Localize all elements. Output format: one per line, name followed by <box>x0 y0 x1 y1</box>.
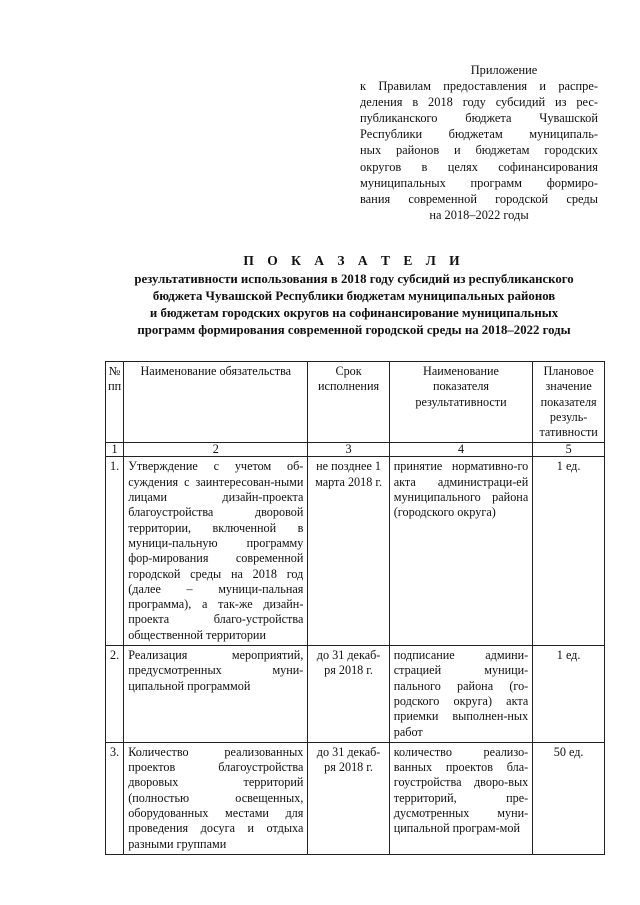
appendix-line: вания современной городской среды <box>360 191 598 206</box>
index-cell: 1 <box>106 443 124 457</box>
row-num: 3. <box>106 742 124 854</box>
appendix-line: ных районов и бюджетам городских <box>360 143 598 158</box>
appendix-line: к Правилам предоставления и распре- <box>360 79 598 94</box>
row-indicator: принятие нормативно-го акта администраци-ей муниципального района (городского округа) <box>389 457 532 646</box>
row-num: 1. <box>106 457 124 646</box>
index-cell: 2 <box>124 443 308 457</box>
row-num: 2. <box>106 646 124 743</box>
header-num: № пп <box>106 362 124 443</box>
row-name: Реализация мероприятий, предусмотренных муни-ципальной программой <box>124 646 308 743</box>
table-row <box>106 742 605 854</box>
title-subtitle-line: результативности использования в 2018 году субсидий из республиканского <box>134 272 574 286</box>
index-cell: 4 <box>389 443 532 457</box>
row-date: до 31 декаб-ря 2018 г. <box>308 646 389 743</box>
header-plan: Плановое значение показателя резуль-тативности <box>533 362 605 443</box>
appendix-line: публиканского бюджета Чувашской <box>360 111 598 126</box>
table-row <box>106 457 605 646</box>
appendix-last-line: на 2018–2022 годы <box>429 207 529 222</box>
row-name: Утверждение с учетом об-суждения с заинтересован-ными лицами дизайн-проекта благоустройства дворовой территории, включенной в муници-пальную программу фор-мирования современной городской среды на 2018 год (далее – муници-пальная программа), а так-же дизайн-проекта благо-устройства общественной территории <box>124 457 308 646</box>
row-plan: 1 ед. <box>533 457 605 646</box>
title-subtitle-line: программ формирования современной городской среды на 2018–2022 годы <box>137 323 571 337</box>
appendix-heading: Приложение <box>470 63 538 77</box>
indicators-table <box>105 361 605 855</box>
header-date: Срок исполнения <box>308 362 389 443</box>
document-title <box>100 253 608 339</box>
appendix-line: деления в 2018 году субсидий из рес- <box>360 95 598 110</box>
index-cell: 5 <box>533 443 605 457</box>
header-name: Наименование обязательства <box>124 362 308 443</box>
title-subtitle-line: бюджета Чувашской Республики бюджетам муниципальных районов <box>152 289 556 303</box>
appendix-block <box>360 62 598 223</box>
row-date: не позднее 1 марта 2018 г. <box>308 457 389 646</box>
appendix-line: муниципальных программ формиро- <box>360 175 598 190</box>
row-indicator: количество реализо-ванных проектов бла-гоустройства дворо-вых территорий, пре-дусмотренных муни-ципальной програм-мой <box>389 742 532 854</box>
row-date: до 31 декаб-ря 2018 г. <box>308 742 389 854</box>
row-name: Количество реализованных проектов благоустройства дворовых территорий (полностью освещенных, оборудованных местами для проведения досуга и отдыха разными группами <box>124 742 308 854</box>
row-plan: 1 ед. <box>533 646 605 743</box>
appendix-line: Республики бюджетам муниципаль- <box>360 127 598 142</box>
header-indicator: Наименование показателя результативности <box>389 362 532 443</box>
appendix-line: округов в целях софинансирования <box>360 159 598 174</box>
row-plan: 50 ед. <box>533 742 605 854</box>
row-indicator: подписание админи-страцией муници-пального района (го-родского округа) акта приемки выполнен-ных работ <box>389 646 532 743</box>
table-row <box>106 646 605 743</box>
title-subtitle-line: и бюджетам городских округов на софинансирование муниципальных <box>149 306 559 320</box>
index-cell: 3 <box>308 443 389 457</box>
title-main: П О К А З А Т Е Л И <box>243 253 465 268</box>
table-header-row <box>106 362 605 443</box>
table-index-row <box>106 443 605 457</box>
